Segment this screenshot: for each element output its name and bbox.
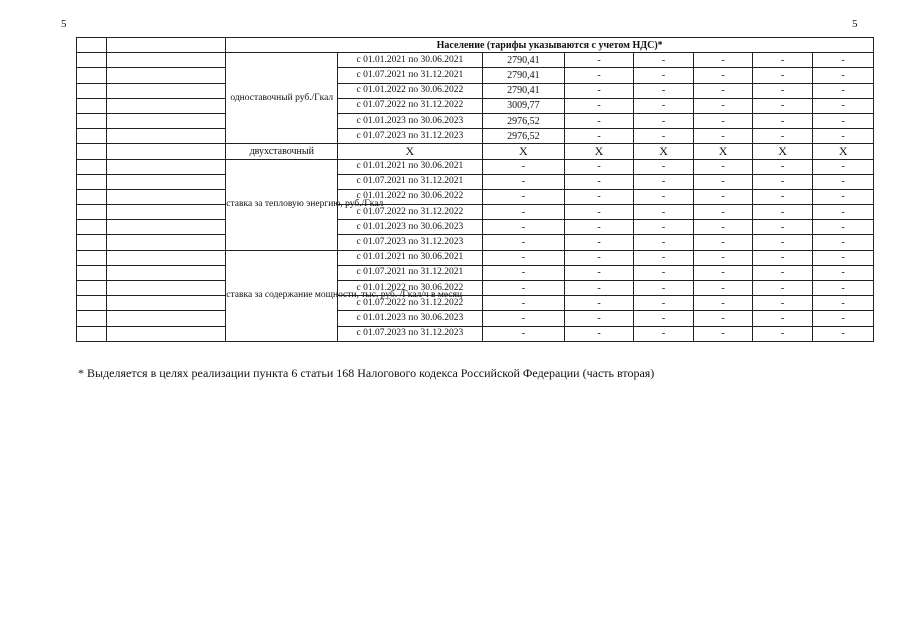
dash-cell: - [752,174,813,189]
tariff-value: - [482,250,565,265]
dash-cell: - [694,265,753,280]
dash-cell: - [694,159,753,174]
dash-cell: - [813,83,874,98]
dash-cell: - [752,129,813,144]
dash-cell: - [565,250,634,265]
period-cell: с 01.07.2023 по 31.12.2023 [338,235,482,250]
dash-cell: - [633,53,694,68]
table-cell [77,281,107,296]
dash-cell: - [565,205,634,220]
x-mark-cell: X [482,144,565,159]
dash-cell: - [694,281,753,296]
table-cell [77,311,107,326]
table-row [77,235,874,250]
table-cell [77,159,107,174]
dash-cell: - [633,98,694,113]
dash-cell: - [565,98,634,113]
dash-cell: - [565,113,634,128]
period-cell: с 01.07.2023 по 31.12.2023 [338,326,482,341]
dash-cell: - [565,129,634,144]
tariff-value: - [482,205,565,220]
dash-cell: - [752,83,813,98]
dash-cell: - [633,159,694,174]
dash-cell: - [813,220,874,235]
group-label: двухставочный [226,144,338,159]
dash-cell: - [813,113,874,128]
table-cell [107,296,226,311]
dash-cell: - [752,296,813,311]
table-cell [77,68,107,83]
period-cell: с 01.01.2021 по 30.06.2021 [338,250,482,265]
table-cell [77,113,107,128]
period-cell: с 01.07.2021 по 31.12.2021 [338,174,482,189]
dash-cell: - [813,326,874,341]
dash-cell: - [694,83,753,98]
period-cell: с 01.01.2021 по 30.06.2021 [338,53,482,68]
dash-cell: - [813,98,874,113]
table-cell [107,205,226,220]
page-number-right: 5 [852,18,858,30]
dash-cell: - [813,265,874,280]
dash-cell: - [565,326,634,341]
dash-cell: - [633,205,694,220]
table-row [77,189,874,204]
period-cell: с 01.07.2021 по 31.12.2021 [338,265,482,280]
table-row [77,265,874,280]
table-cell [77,144,107,159]
dash-cell: - [633,174,694,189]
period-cell: с 01.01.2022 по 30.06.2022 [338,83,482,98]
dash-cell: - [813,311,874,326]
table-cell [77,98,107,113]
dash-cell: - [633,326,694,341]
table-row [77,83,874,98]
tariff-value: - [482,296,565,311]
tariff-value: - [482,189,565,204]
table-cell [107,68,226,83]
table-cell [107,98,226,113]
x-mark-cell: X [694,144,753,159]
dash-cell: - [752,205,813,220]
period-cell: с 01.01.2021 по 30.06.2021 [338,159,482,174]
dash-cell: - [813,129,874,144]
dash-cell: - [694,129,753,144]
tariff-value: - [482,220,565,235]
table-row [77,113,874,128]
period-cell: с 01.01.2023 по 30.06.2023 [338,113,482,128]
dash-cell: - [813,296,874,311]
x-mark-cell: X [633,144,694,159]
dash-cell: - [694,326,753,341]
table-cell [107,311,226,326]
table-cell [107,38,226,53]
dash-cell: - [565,159,634,174]
dash-cell: - [694,220,753,235]
tariff-table [76,37,874,342]
table-row [77,205,874,220]
table-row [77,281,874,296]
dash-cell: - [633,265,694,280]
dash-cell: - [565,68,634,83]
dash-cell: - [752,113,813,128]
table-cell [107,129,226,144]
dash-cell: - [813,250,874,265]
dash-cell: - [633,83,694,98]
dash-cell: - [633,281,694,296]
dash-cell: - [694,113,753,128]
table-cell [107,159,226,174]
table-row [77,159,874,174]
table-cell [77,83,107,98]
x-mark-cell: X [752,144,813,159]
table-cell [77,174,107,189]
tariff-value: 2976,52 [482,113,565,128]
table-cell [77,326,107,341]
table-cell [107,113,226,128]
table-cell [107,281,226,296]
table-cell [107,235,226,250]
table-cell [77,38,107,53]
dash-cell: - [752,68,813,83]
table-row [77,174,874,189]
table-row [77,311,874,326]
footnote: * Выделяется в целях реализации пункта 6 статьи 168 Налогового кодекса Российской Федерации (часть вторая) [78,366,655,380]
period-cell: с 01.07.2022 по 31.12.2022 [338,296,482,311]
table-header-row [77,38,874,53]
tariff-value: 3009,77 [482,98,565,113]
dash-cell: - [694,174,753,189]
period-cell: с 01.07.2022 по 31.12.2022 [338,205,482,220]
dash-cell: - [633,250,694,265]
tariff-value: - [482,235,565,250]
table-row [77,326,874,341]
table-cell [107,326,226,341]
dash-cell: - [813,68,874,83]
dash-cell: - [633,113,694,128]
period-cell: с 01.01.2022 по 30.06.2022 [338,281,482,296]
dash-cell: - [752,311,813,326]
table-cell [77,129,107,144]
dash-cell: - [752,98,813,113]
dash-cell: - [752,53,813,68]
x-mark-cell: X [338,144,482,159]
x-mark-cell: X [565,144,634,159]
tariff-value: 2790,41 [482,68,565,83]
dash-cell: - [633,311,694,326]
table-row [77,53,874,68]
dash-cell: - [565,281,634,296]
dash-cell: - [633,189,694,204]
table-cell [77,265,107,280]
dash-cell: - [813,159,874,174]
tariff-value: - [482,265,565,280]
table-row [77,144,874,159]
dash-cell: - [752,235,813,250]
table-cell [107,83,226,98]
table-cell [77,296,107,311]
table-row [77,250,874,265]
period-cell: с 01.07.2023 по 31.12.2023 [338,129,482,144]
table-row [77,296,874,311]
dash-cell: - [694,235,753,250]
period-cell: с 01.01.2022 по 30.06.2022 [338,189,482,204]
dash-cell: - [633,220,694,235]
tariff-value: 2790,41 [482,83,565,98]
dash-cell: - [694,98,753,113]
dash-cell: - [633,235,694,250]
dash-cell: - [813,235,874,250]
dash-cell: - [813,53,874,68]
tariff-table-body [77,38,874,342]
dash-cell: - [694,205,753,220]
dash-cell: - [565,83,634,98]
dash-cell: - [694,250,753,265]
period-cell: с 01.01.2023 по 30.06.2023 [338,220,482,235]
dash-cell: - [565,311,634,326]
dash-cell: - [752,250,813,265]
dash-cell: - [694,68,753,83]
dash-cell: - [694,311,753,326]
dash-cell: - [633,129,694,144]
page-number-left: 5 [61,18,67,30]
dash-cell: - [565,220,634,235]
group-label: ставка за содержание мощности, тыс. руб. /Гкал/ч в месяц [226,250,338,341]
dash-cell: - [813,205,874,220]
dash-cell: - [813,174,874,189]
group-label: одноставочный руб./Гкал [226,53,338,144]
dash-cell: - [694,189,753,204]
dash-cell: - [752,220,813,235]
period-cell: с 01.01.2023 по 30.06.2023 [338,311,482,326]
dash-cell: - [813,281,874,296]
table-cell [77,235,107,250]
table-cell [107,265,226,280]
tariff-value: 2790,41 [482,53,565,68]
dash-cell: - [752,159,813,174]
table-row [77,129,874,144]
population-header: Население (тарифы указываются с учетом НДС)* [226,38,874,53]
dash-cell: - [752,326,813,341]
table-cell [107,144,226,159]
dash-cell: - [565,265,634,280]
dash-cell: - [752,189,813,204]
table-cell [107,250,226,265]
dash-cell: - [565,189,634,204]
table-row [77,68,874,83]
x-mark-cell: X [813,144,874,159]
tariff-value: - [482,311,565,326]
table-row [77,98,874,113]
dash-cell: - [565,296,634,311]
dash-cell: - [565,53,634,68]
table-cell [77,189,107,204]
period-cell: с 01.07.2021 по 31.12.2021 [338,68,482,83]
table-cell [107,53,226,68]
dash-cell: - [752,265,813,280]
dash-cell: - [694,53,753,68]
dash-cell: - [813,189,874,204]
group-label: ставка за тепловую энергию, руб./Гкал [226,159,338,250]
table-cell [107,189,226,204]
table-cell [77,53,107,68]
dash-cell: - [565,174,634,189]
table-cell [77,250,107,265]
table-cell [107,220,226,235]
period-cell: с 01.07.2022 по 31.12.2022 [338,98,482,113]
table-row [77,220,874,235]
dash-cell: - [633,296,694,311]
dash-cell: - [752,281,813,296]
tariff-value: - [482,326,565,341]
table-cell [107,174,226,189]
tariff-value: 2976,52 [482,129,565,144]
tariff-value: - [482,174,565,189]
tariff-value: - [482,281,565,296]
table-cell [77,205,107,220]
dash-cell: - [633,68,694,83]
table-cell [77,220,107,235]
dash-cell: - [694,296,753,311]
tariff-value: - [482,159,565,174]
dash-cell: - [565,235,634,250]
